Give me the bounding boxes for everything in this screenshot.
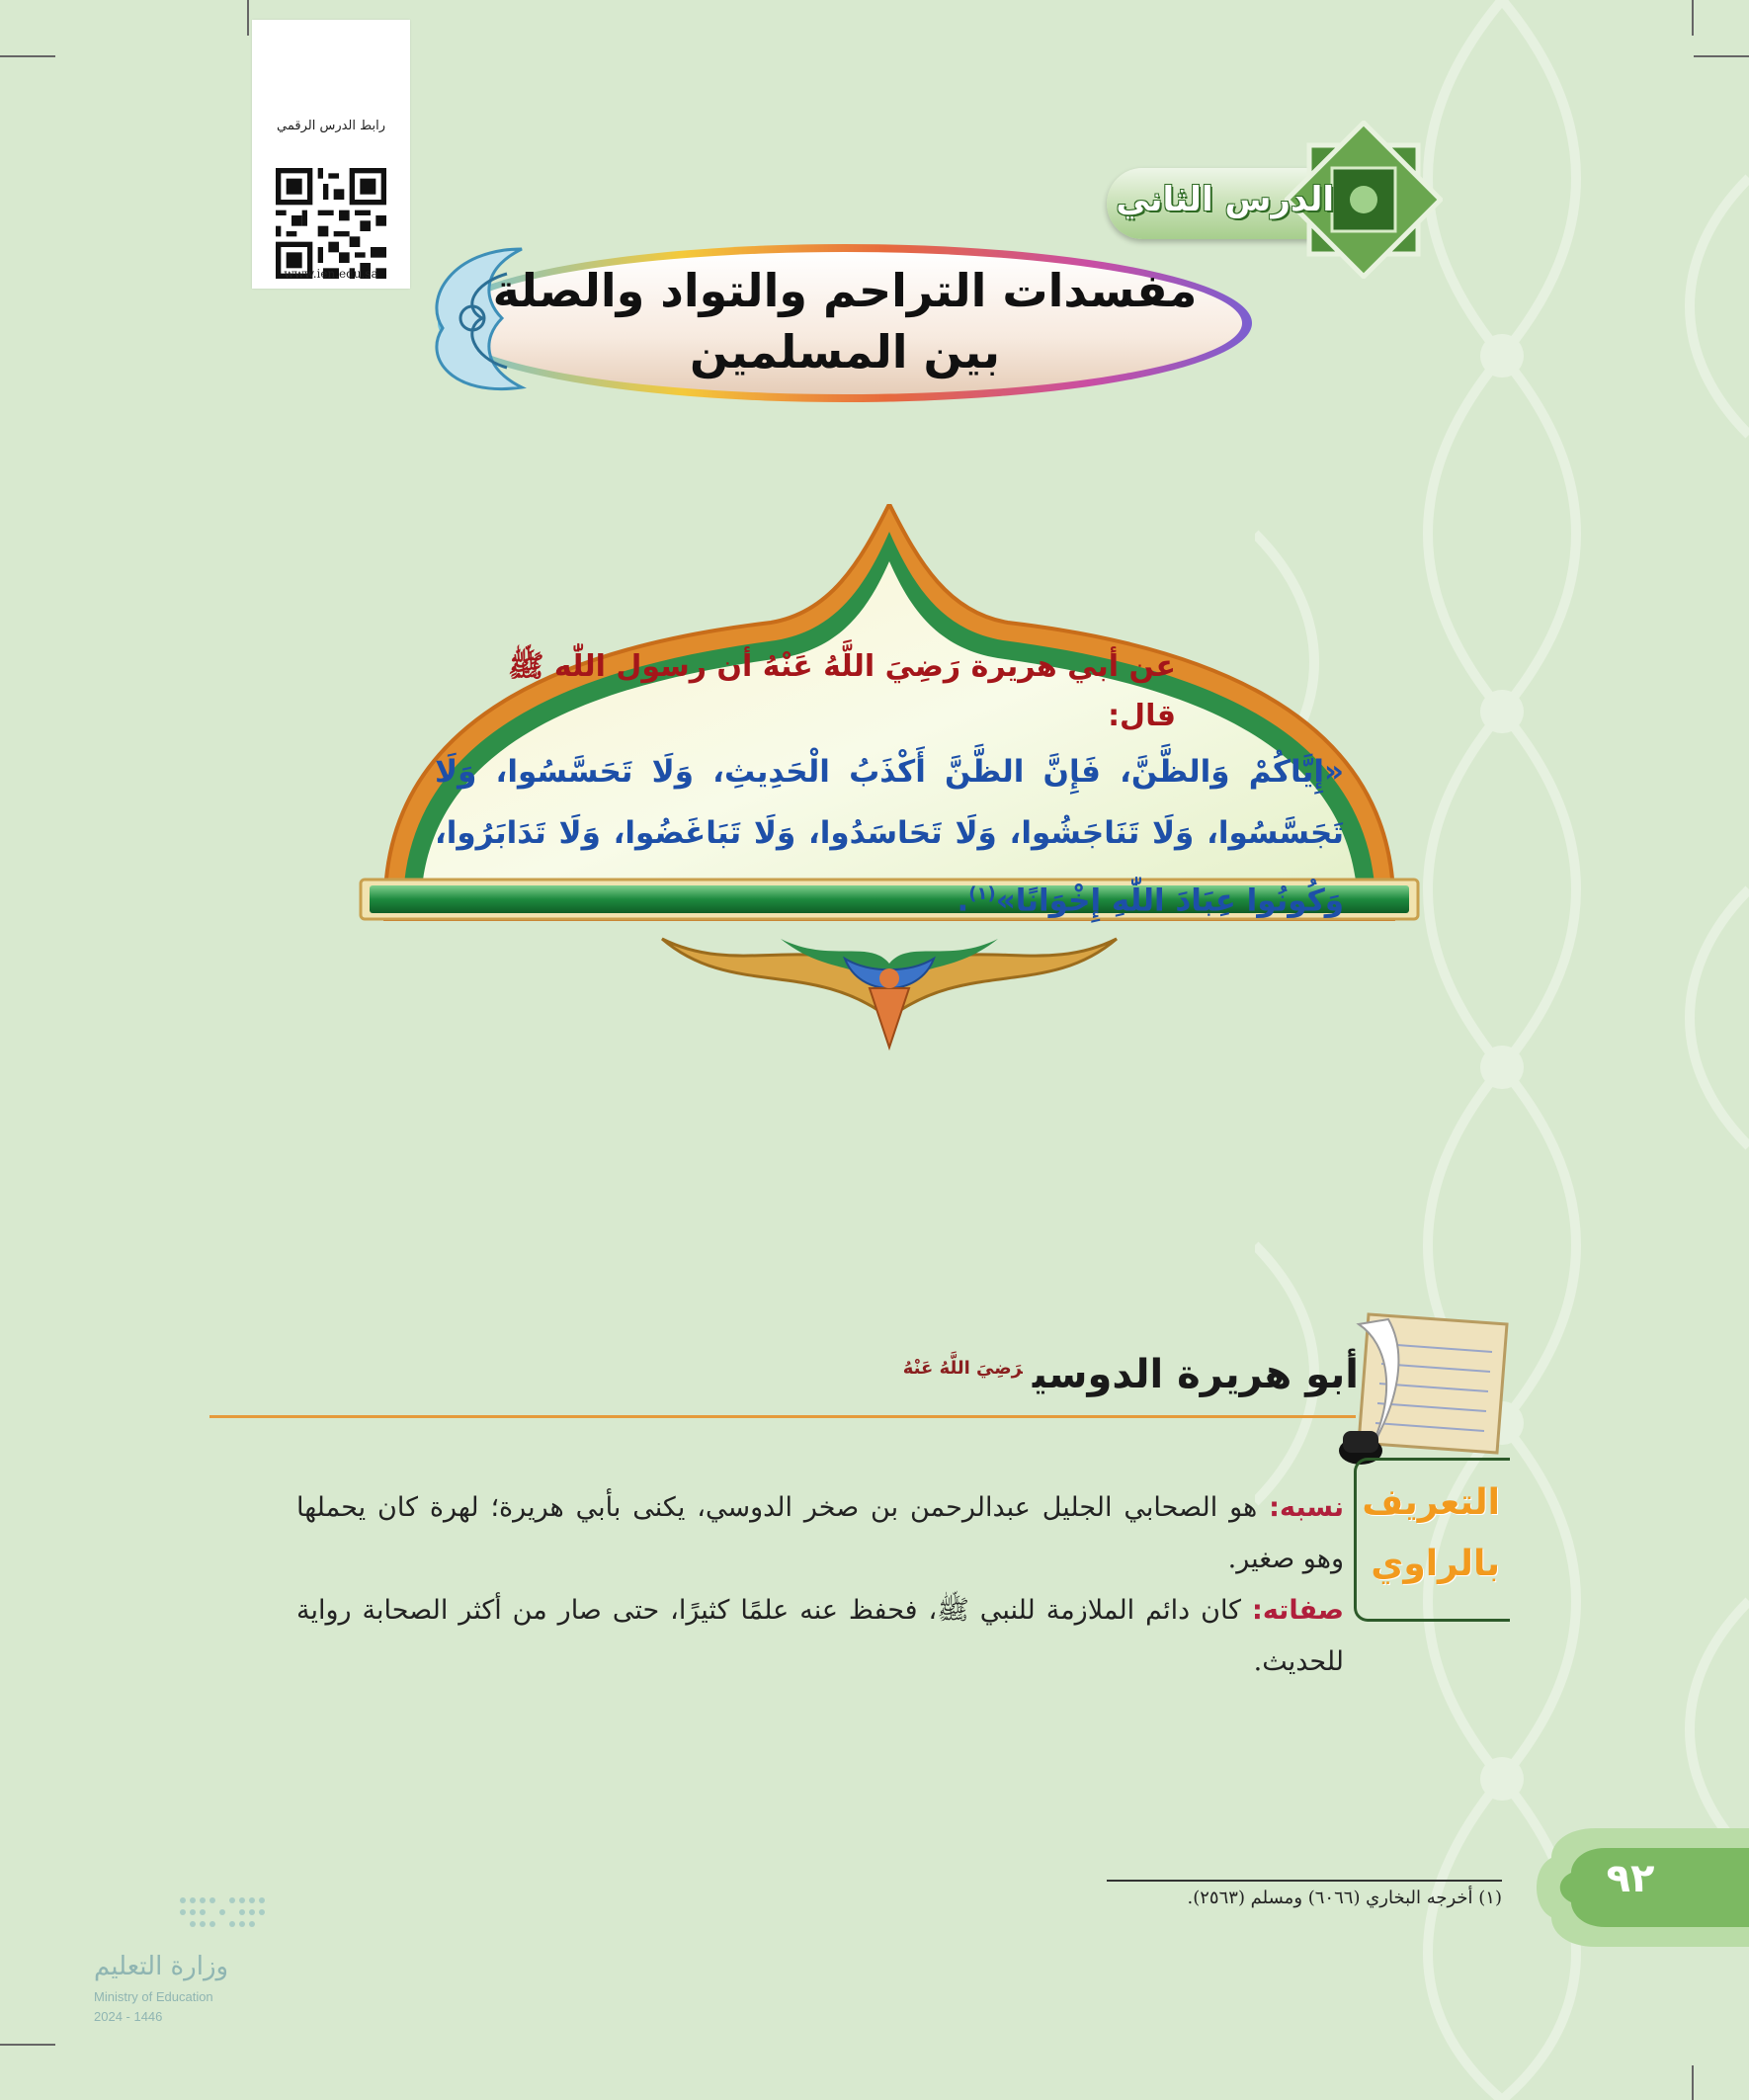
crop-mark [0, 2044, 55, 2046]
qr-code-icon[interactable] [276, 168, 386, 279]
lesson-title [474, 260, 1215, 382]
footnote: (١) أخرجه البخاري (٦٠٦٦) ومسلم (٢٥٦٣). [1187, 1888, 1502, 1908]
qr-url[interactable]: www.ien.edu.sa [284, 267, 378, 281]
narrator-tab-line-2: بالراوي [1371, 1544, 1500, 1584]
ministry-logo [94, 1892, 292, 2041]
hadith-text [435, 741, 1344, 931]
title-line-1: مفسدات التراحم والتواد والصلة [492, 264, 1198, 317]
crop-mark [247, 0, 249, 36]
lineage-text: هو الصحابي الجليل عبدالرحمن بن صخر الدوسي، يكنى بأبي هريرة؛ لهرة كان يحملها وهو صغير. [296, 1492, 1344, 1574]
narrator-name: أبو هريرة الدوسي [1032, 1352, 1359, 1397]
narrator-tab [1362, 1472, 1500, 1595]
ministry-year: 2024 - 1446 [94, 2009, 163, 2024]
hadith-block [435, 642, 1344, 931]
lesson-label: الدرس الثاني [1116, 180, 1334, 219]
traits-text: كان دائم الملازمة للنبي ﷺ، فحفظ عنه علمًا كثيرًا، حتى صار من أكثر الصحابة رواية للحديث. [296, 1595, 1344, 1677]
traits-label: صفاته: [1252, 1595, 1344, 1626]
footnote-rule [1107, 1880, 1502, 1882]
page-number: ٩٢ [1606, 1856, 1655, 1901]
lesson-banner [1107, 160, 1433, 249]
hadith-end-mark: . [957, 882, 969, 919]
ministry-name-en: Ministry of Education [94, 1989, 213, 2004]
hadith-intro: عن أبي هريرة رَضِيَ اللَّهُ عَنْهُ أن رسول اللّٰه ﷺ قال: [508, 649, 1176, 733]
lineage-paragraph [296, 1482, 1344, 1585]
narrator-honorific: رَضِيَ اللَّهُ عَنْهُ [902, 1357, 1023, 1379]
arabesque-ornament-icon [413, 229, 541, 407]
narrator-heading [903, 1352, 1359, 1397]
narrator-body [296, 1482, 1344, 1688]
narrator-tab-line-1: التعريف [1362, 1482, 1500, 1523]
ministry-dots-icon [173, 1892, 272, 1937]
title-line-2: بين المسلمين [690, 325, 1000, 378]
lineage-label: نسبه: [1269, 1492, 1344, 1523]
traits-paragraph [296, 1585, 1344, 1688]
title-block [435, 242, 1255, 405]
ministry-name-ar: وزارة التعليم [94, 1952, 229, 1981]
hadith-body: «إِيَّاكُمْ وَالظَّنَّ، فَإِنَّ الظَّنَّ أَكْذَبُ الْحَدِيثِ، وَلَا تَحَسَّسُوا، وَلَا تَجَسَّسُوا، وَلَا تَنَاجَشُوا، وَلَا تَحَاسَدُوا، وَلَا تَبَاغَضُوا، وَلَا تَدَابَرُوا، وَكُونُوا عِبَادَ اللّٰهِ إِخْوَانًا» [435, 754, 1344, 919]
crop-mark [0, 55, 55, 57]
qr-label: رابط الدرس الرقمي [277, 119, 385, 133]
digital-lesson-qr-box[interactable] [252, 20, 410, 289]
section-divider [209, 1415, 1356, 1418]
footnote-reference[interactable]: (١) [968, 883, 996, 904]
